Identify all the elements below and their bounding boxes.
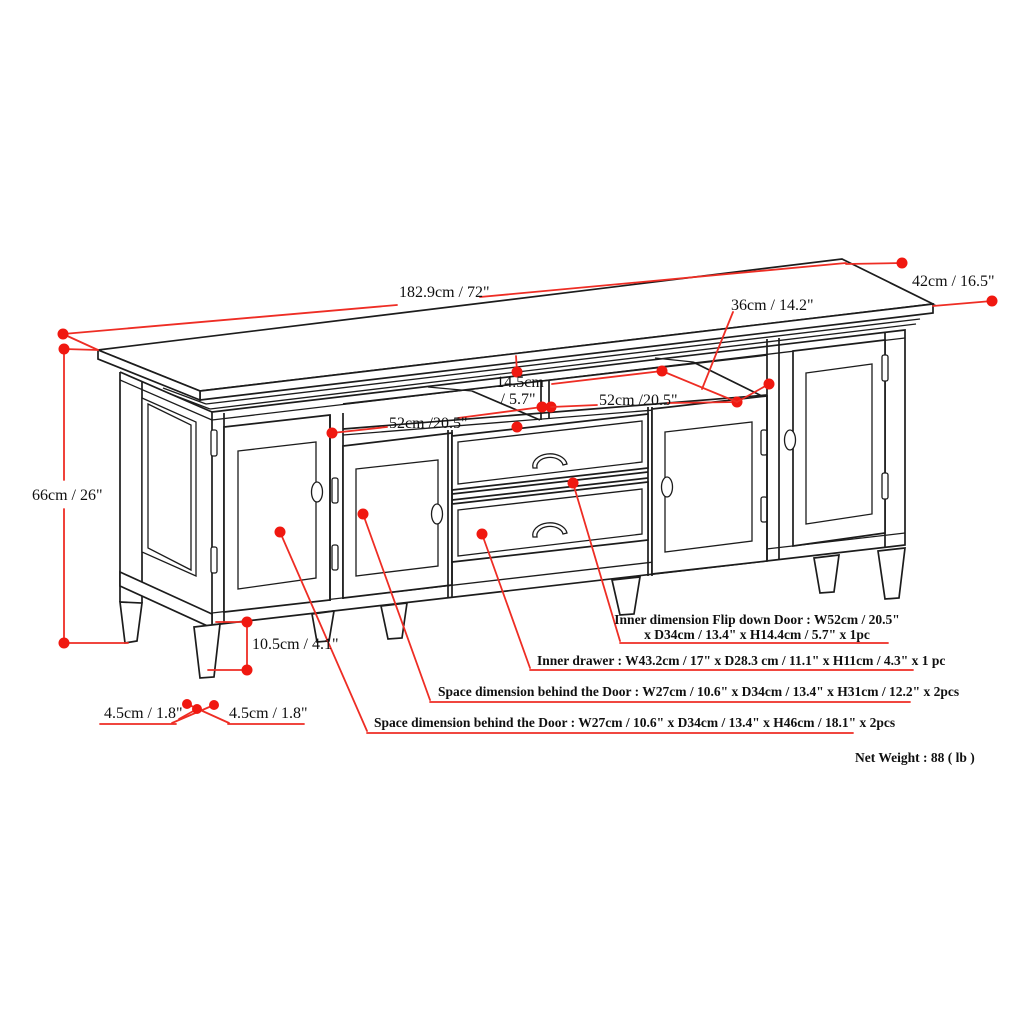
label-opening-left: 52cm /20.5" [389, 415, 468, 432]
label-shelf-height-1: 14.5cm [496, 374, 544, 391]
door-mid-left-short [332, 433, 452, 598]
annotation-texts [374, 612, 975, 765]
annotation-inner-drawer: Inner drawer : W43.2cm / 17" x D28.3 cm / 11.1" x H11cm / 4.3" x 1 pc [537, 653, 946, 668]
hinge-icon [882, 355, 888, 381]
hinge-icon [332, 545, 338, 570]
door-right-tall [785, 340, 889, 546]
label-leg-width-left: 4.5cm / 1.8" [104, 705, 183, 722]
hinge-icon [211, 430, 217, 456]
hinge-icon [211, 547, 217, 573]
door-mid-right-short [652, 396, 767, 574]
door-mid-right-knob [662, 477, 673, 497]
hinge-icon [332, 478, 338, 503]
label-leg-height: 10.5cm / 4.1" [252, 636, 339, 653]
hinge-icon [761, 430, 767, 455]
door-mid-left-knob [432, 504, 443, 524]
door-right-knob [785, 430, 796, 450]
annotation-flip-door-1: Inner dimension Flip down Door : W52cm / 20.5" [614, 612, 900, 627]
label-shelf-height-2: / 5.7" [500, 391, 536, 408]
hinge-icon [761, 497, 767, 522]
label-leg-width-right: 4.5cm / 1.8" [229, 705, 308, 722]
hinge-icon [882, 473, 888, 499]
label-width: 182.9cm / 72" [399, 284, 490, 301]
annotation-flip-door-2: x D34cm / 13.4" x H14.4cm / 5.7" x 1pc [644, 627, 870, 642]
door-left-tall [211, 415, 330, 612]
annotation-space-door-short: Space dimension behind the Door : W27cm / 10.6" x D34cm / 13.4" x H31cm / 12.2" x 2pcs [438, 684, 960, 699]
annotation-space-door-tall: Space dimension behind the Door : W27cm / 10.6" x D34cm / 13.4" x H46cm / 18.1" x 2pcs [374, 715, 896, 730]
door-left-knob [312, 482, 323, 502]
label-shelf-depth: 36cm / 14.2" [731, 297, 814, 314]
label-opening-right: 52cm /20.5" [599, 392, 678, 409]
label-depth: 42cm / 16.5" [912, 273, 995, 290]
label-height: 66cm / 26" [32, 487, 103, 504]
net-weight-label: Net Weight : 88 ( lb ) [855, 750, 975, 765]
cabinet-left-side [120, 372, 212, 643]
